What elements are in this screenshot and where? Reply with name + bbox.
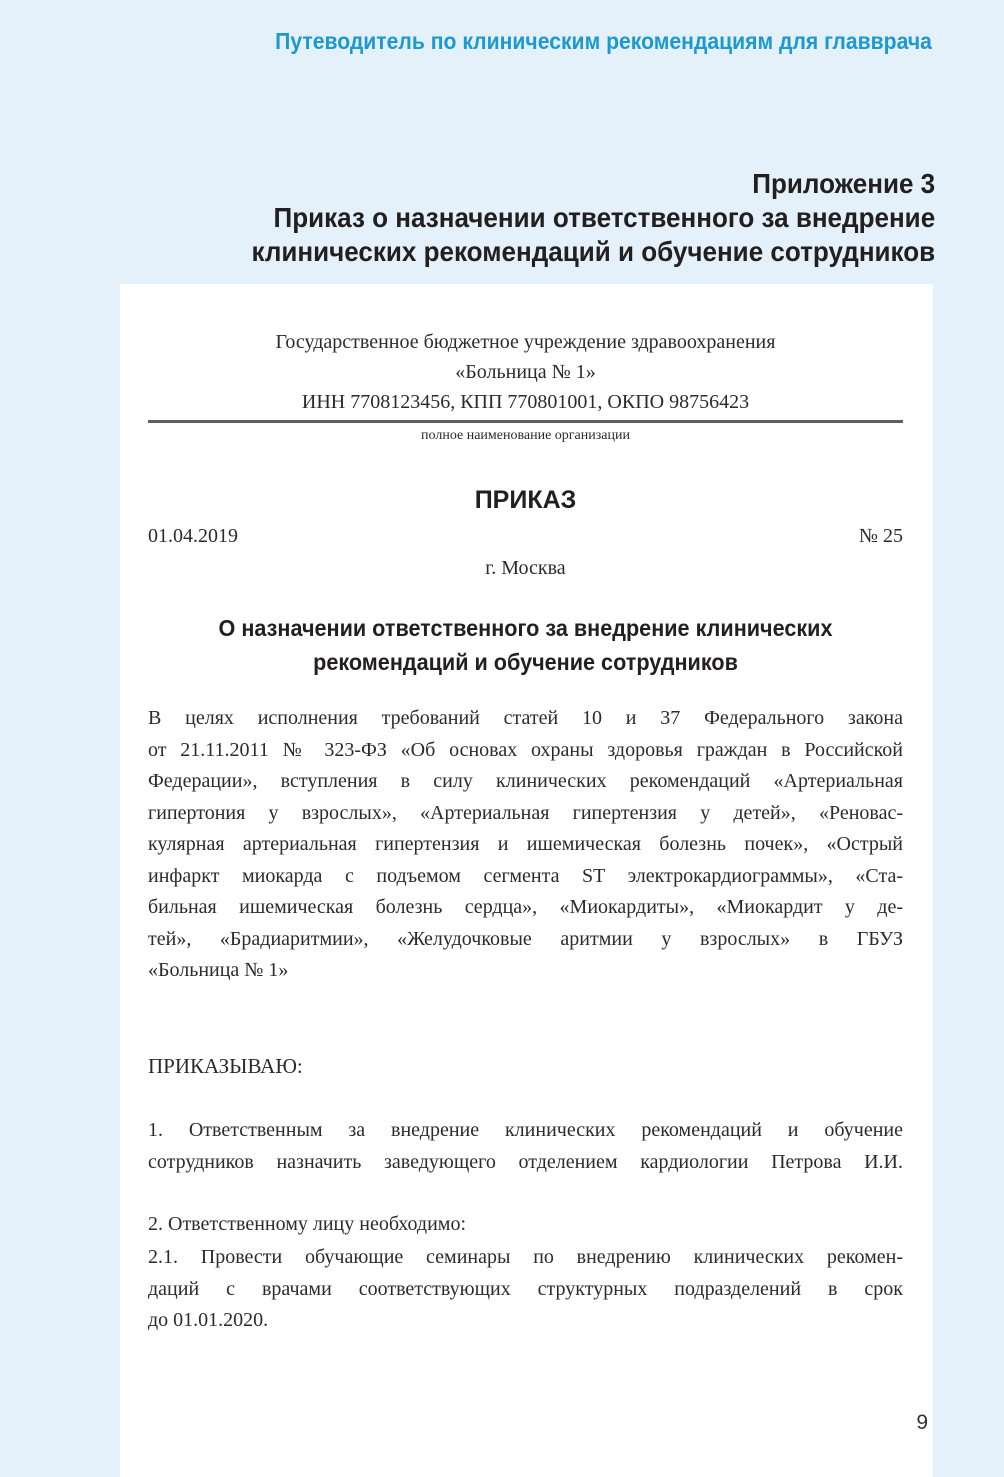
order-number: № 25 — [858, 525, 903, 547]
text-line: тей», «Брадиаритмии», «Желудочковые аритмии у взрослых» в ГБУЗ — [148, 927, 903, 950]
text-line: сотрудников назначить заведующего отделением кардиологии Петрова И.И. — [148, 1150, 903, 1173]
text-line: Приложение 3 — [752, 168, 935, 199]
order-city: г. Москва — [485, 557, 566, 579]
text-line: 1. Ответственным за внедрение клинических рекомендаций и обучение — [148, 1119, 903, 1141]
text-line: 2.1. Провести обучающие семинары по внедрению клинических рекомен- — [148, 1246, 903, 1268]
order-item-2-1 — [148, 1242, 903, 1337]
text-line: кулярная артериальная гипертензия и ишемическая болезнь почек», «Острый — [148, 833, 903, 855]
text-line: «Больница № 1» — [455, 361, 596, 383]
text-line: даций с врачами соответствующих структурных подразделений в срок — [148, 1277, 903, 1300]
text-line: клинических рекомендаций и обучение сотрудников — [251, 236, 935, 267]
order-meta-row — [148, 523, 903, 550]
text-line: гипертония у взрослых», «Артериальная гипертензия у детей», «Реновас- — [148, 801, 903, 824]
order-date: 01.04.2019 — [148, 525, 238, 547]
page-number: 9 — [916, 1411, 928, 1434]
text-line: ИНН 7708123456, КПП 770801001, ОКПО 98756423 — [301, 391, 750, 413]
text-line: О назначении ответственного за внедрение клинических — [218, 615, 833, 641]
organization-name-block — [148, 327, 903, 417]
organization-underline — [148, 420, 903, 423]
text-line: до 01.01.2020. — [148, 1309, 269, 1331]
text-line: от 21.11.2011 № 323-ФЗ «Об основах охраны здоровья граждан в Российской — [148, 738, 903, 761]
organization-caption: полное наименование организации — [421, 428, 630, 443]
appendix-title — [251, 167, 935, 269]
text-line: бильная ишемическая болезнь сердца», «Миокардиты», «Миокардит у де- — [148, 896, 903, 918]
order-subject — [171, 611, 881, 679]
text-line: Государственное бюджетное учреждение здравоохранения — [275, 331, 776, 353]
running-header-title: Путеводитель по клиническим рекомендациям для главврача — [275, 28, 932, 54]
order-heading: ПРИКАЗ — [474, 486, 577, 514]
text-line: Федерации», вступления в силу клинических рекомендаций «Артериальная — [148, 770, 903, 792]
text-line: Приказ о назначении ответственного за внедрение — [273, 202, 935, 233]
order-item-2-heading: 2. Ответственному лицу необходимо: — [148, 1213, 467, 1235]
text-line: В целях исполнения требований статей 10 и 37 Федерального закона — [148, 707, 903, 729]
order-item-1 — [148, 1115, 903, 1178]
text-line: инфаркт миокарда с подъемом сегмента ST электрокардиограммы», «Ста- — [148, 864, 903, 887]
decree-word: ПРИКАЗЫВАЮ: — [148, 1054, 303, 1078]
text-line: рекомендаций и обучение сотрудников — [313, 649, 738, 675]
order-preamble — [148, 703, 903, 987]
document-panel — [120, 284, 933, 1477]
text-line: «Больница № 1» — [148, 959, 289, 981]
